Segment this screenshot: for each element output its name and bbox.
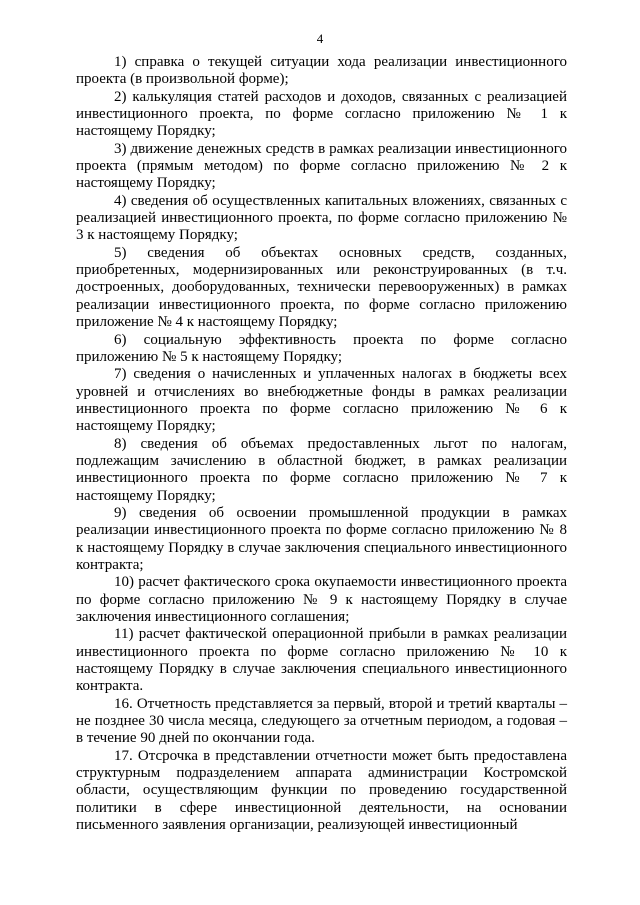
paragraph-item-6: 6) социальную эффективность проекта по форме согласно приложению № 5 к настоящему Порядку; <box>76 331 567 365</box>
paragraph-item-7: 7) сведения о начисленных и уплаченных налогах в бюджеты всех уровней и отчислениях во внебюджетные фонды в рамках реализации инвестиционного проекта по форме согласно приложению № 6 к настоящему Порядку; <box>76 366 567 435</box>
document-body <box>76 54 567 834</box>
paragraph-item-1: 1) справка о текущей ситуации хода реализации инвестиционного проекта (в произвольной форме); <box>76 54 567 88</box>
paragraph-item-11: 11) расчет фактической операционной прибыли в рамках реализации инвестиционного проекта по форме согласно приложению № 10 к настоящему Порядку в случае заключения специального инвестиционного контракта. <box>76 626 567 695</box>
page-number: 4 <box>316 31 324 46</box>
paragraph-item-10: 10) расчет фактического срока окупаемости инвестиционного проекта по форме согласно приложению № 9 к настоящему Порядку в случае заключения инвестиционного соглашения; <box>76 574 567 625</box>
paragraph-item-4: 4) сведения об осуществленных капитальных вложениях, связанных с реализацией инвестиционного проекта, по форме согласно приложению № 3 к настоящему Порядку; <box>76 192 567 244</box>
paragraph-item-9: 9) сведения об освоении промышленной продукции в рамках реализации инвестиционного проекта по форме согласно приложению № 8 к настоящему Порядку в случае заключения специального инвестиционного контракта; <box>76 504 567 573</box>
paragraph-item-3: 3) движение денежных средств в рамках реализации инвестиционного проекта (прямым методом) по форме согласно приложению № 2 к настоящему Порядку; <box>76 140 567 192</box>
paragraph-item-2: 2) калькуляция статей расходов и доходов, связанных с реализацией инвестиционного проекта, по форме согласно приложению № 1 к настоящему Порядку; <box>76 88 567 140</box>
paragraph-clause-16: 16. Отчетность представляется за первый, второй и третий кварталы – не позднее 30 числа месяца, следующего за отчетным периодом, а годовая – в течение 90 дней по окончании года. <box>76 695 567 747</box>
paragraph-item-5: 5) сведения об объектах основных средств, созданных, приобретенных, модернизированных или реконструированных (в т.ч. достроенных, дооборудованных, технически перевооруженных) в рамках реализации инвестиционного проекта, по форме согласно приложению приложение № 4 к настоящему Порядку; <box>76 244 567 331</box>
paragraph-item-8: 8) сведения об объемах предоставленных льгот по налогам, подлежащим зачислению в областной бюджет, в рамках реализации инвестиционного проекта по форме согласно приложению № 7 к настоящему Порядку; <box>76 435 567 504</box>
paragraph-clause-17: 17. Отсрочка в представлении отчетности может быть предоставлена структурным подразделением аппарата администрации Костромской области, осуществляющим функции по проведению государственной политики в сфере инвестиционной деятельности, на основании письменного заявления организации, реализующей инвестиционный <box>76 747 567 834</box>
